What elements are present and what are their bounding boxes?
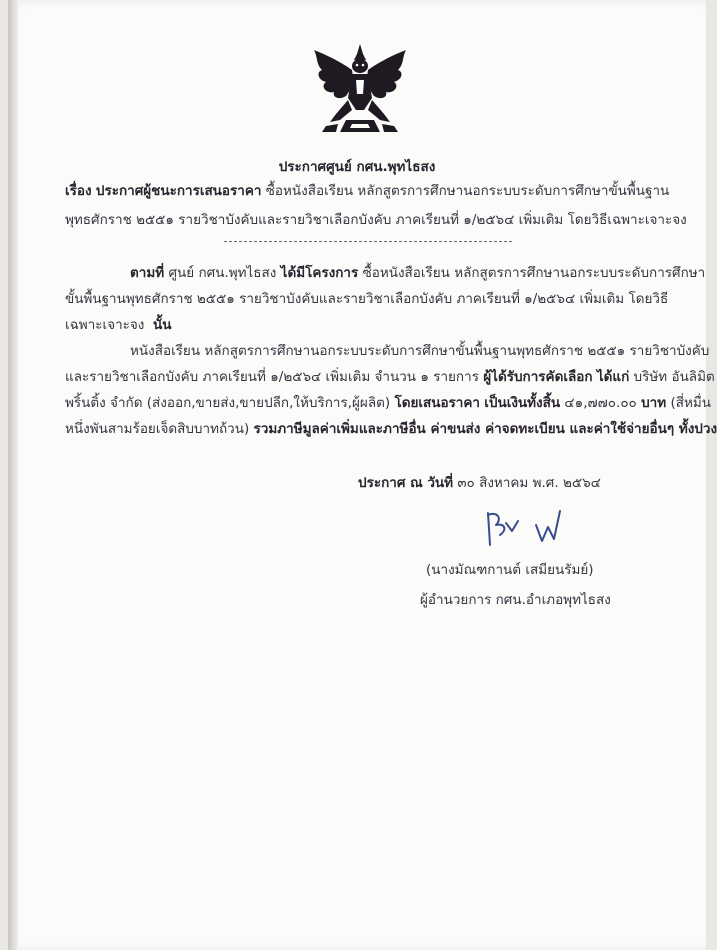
p2-currency: บาท <box>641 395 667 411</box>
p1-project-detail: ซื้อหนังสือเรียน หลักสูตรการศึกษานอกระบบระดับการศึกษา <box>362 265 706 281</box>
p1-project-label: ได้มีโครงการ <box>280 265 359 281</box>
paragraph-2-line-4 <box>65 420 717 438</box>
garuda-emblem-icon <box>308 40 412 136</box>
p2-offer-label: โดยเสนอราคา <box>394 395 480 411</box>
p1-end: นั้น <box>153 317 172 333</box>
paragraph-1-line-1 <box>130 264 705 282</box>
document-page <box>8 0 717 950</box>
p2-amount-words-b: หนึ่งพันสามร้อยเจ็ดสิบบาทถ้วน) <box>65 421 250 437</box>
subject-line-1 <box>65 182 669 200</box>
p2-amount: ๔๑,๗๗๐.๐๐ <box>564 395 637 411</box>
subject-detail: ซื้อหนังสือเรียน หลักสูตรการศึกษานอกระบบระดับการศึกษาขั้นพื้นฐาน <box>265 183 670 199</box>
announcement-date <box>358 474 601 492</box>
p2-amount-words-a: (สี่หมื่น <box>670 395 712 411</box>
date-value: ๓๐ สิงหาคม พ.ศ. ๒๕๖๔ <box>457 475 601 491</box>
date-label: ประกาศ ณ วันที่ <box>358 475 454 491</box>
paragraph-1-line-3 <box>65 316 171 334</box>
handwritten-signature <box>478 505 578 555</box>
p1-method: เฉพาะเจาะจง <box>65 317 145 333</box>
subject-title: ประกาศผู้ชนะการเสนอราคา <box>95 183 262 199</box>
p2-company-a: บริษัท อันลิมิต <box>633 369 715 385</box>
signer-name: (นางมัณฑกานต์ เสมียนรัมย์) <box>426 562 594 578</box>
paragraph-1-line-2: ขั้นพื้นฐานพุทธศักราช ๒๕๕๑ รายวิชาบังคับและรายวิชาเลือกบังคับ ภาคเรียนที่ ๑/๒๕๖๔ เพิ่มเติม โดยวิธี <box>65 291 669 307</box>
paragraph-2-line-1: หนังสือเรียน หลักสูตรการศึกษานอกระบบระดับการศึกษาขั้นพื้นฐานพุทธศักราช ๒๕๕๑ รายวิชาบังคับ <box>130 343 710 359</box>
subject-label: เรื่อง <box>65 183 92 199</box>
section-divider <box>224 241 512 242</box>
paragraph-2-line-2 <box>65 368 715 386</box>
p1-lead: ตามที่ <box>130 265 165 281</box>
subject-line-2: พุทธศักราช ๒๕๕๑ รายวิชาบังคับและรายวิชาเลือกบังคับ ภาคเรียนที่ ๑/๒๕๖๔ เพิ่มเติม โดยวิธีเฉพาะเจาะจง <box>65 212 687 228</box>
p2-selected-label: ผู้ได้รับการคัดเลือก <box>483 369 593 385</box>
p1-org: ศูนย์ กศน.พุทไธสง <box>168 265 277 281</box>
paragraph-2-line-3 <box>65 394 711 412</box>
p2-quantity: และรายวิชาเลือกบังคับ ภาคเรียนที่ ๑/๒๕๖๔ เพิ่มเติม จำนวน ๑ รายการ <box>65 369 479 385</box>
page-edge-shadow <box>8 0 18 950</box>
document-heading: ประกาศศูนย์ กศน.พุทไธสง <box>278 159 436 175</box>
p2-inclusions: รวมภาษีมูลค่าเพิ่มและภาษีอื่น ค่าขนส่ง ค่าจดทะเบียน และค่าใช้จ่ายอื่นๆ ทั้งปวง <box>253 421 717 437</box>
p2-total-label: เป็นเงินทั้งสิ้น <box>484 395 561 411</box>
p2-company-b: พริ้นติ้ง จำกัด (ส่งออก,ขายส่ง,ขายปลีก,ให้บริการ,ผู้ผลิต) <box>65 395 391 411</box>
p2-namely-label: ได้แก่ <box>596 369 630 385</box>
signer-title: ผู้อำนวยการ กศน.อำเภอพุทไธสง <box>420 592 611 608</box>
